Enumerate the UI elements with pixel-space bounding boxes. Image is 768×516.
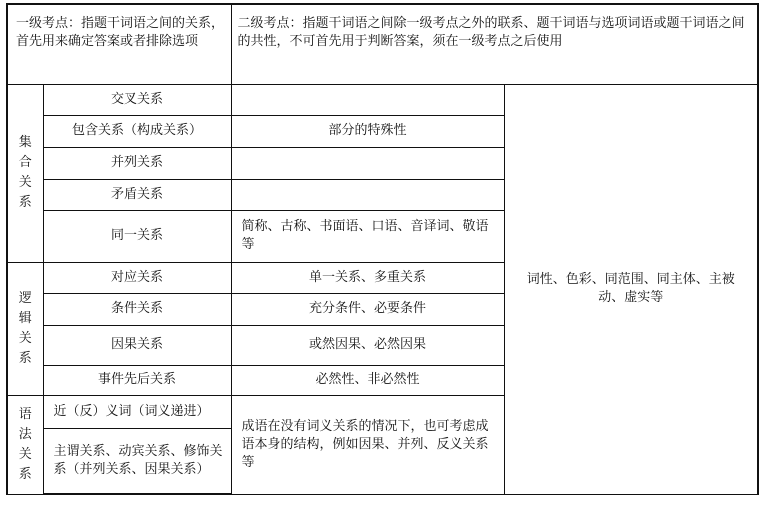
row-structure-name: 主谓关系、动宾关系、修饰关系（并列关系、因果关系） — [43, 428, 231, 494]
row-contradict-name: 矛盾关系 — [43, 179, 231, 210]
level2-header: 二级考点：指题干词语之间除一级考点之外的联系、题干词语与选项词语或题干词语之间的共性，不可首先用于判断答案，须在一级考点之后使用 — [231, 4, 758, 84]
level1-header: 一级考点：指题干词语之间的关系，首先用来确定答案或者排除选项 — [7, 4, 231, 84]
group-logic — [7, 262, 43, 395]
row-parallel-name: 并列关系 — [43, 147, 231, 179]
row-contain-desc: 部分的特殊性 — [231, 115, 504, 147]
table-row — [7, 84, 758, 115]
exam-points-table — [6, 3, 759, 495]
header-row — [7, 4, 758, 84]
row-sequence-desc: 必然性、非必然性 — [231, 365, 504, 395]
row-cross-name: 交叉关系 — [43, 84, 231, 115]
row-grammar-desc: 成语在没有词义关系的情况下，也可考虑成语本身的结构，例如因果、并列、反义关系等 — [231, 395, 504, 494]
level2-points: 词性、色彩、同范围、同主体、主被动、虚实等 — [504, 84, 758, 494]
row-correspond-desc: 单一关系、多重关系 — [231, 262, 504, 293]
row-contradict-desc — [231, 179, 504, 210]
group-logic-label: 逻辑关系 — [18, 290, 32, 366]
row-same-desc: 简称、古称、书面语、口语、音译词、敬语等 — [231, 210, 504, 262]
row-parallel-desc — [231, 147, 504, 179]
row-synonym-name: 近（反）义词（词义递进） — [43, 395, 231, 428]
row-sequence-name: 事件先后关系 — [43, 365, 231, 395]
row-contain-name: 包含关系（构成关系） — [43, 115, 231, 147]
row-condition-desc: 充分条件、必要条件 — [231, 293, 504, 325]
row-condition-name: 条件关系 — [43, 293, 231, 325]
row-same-name: 同一关系 — [43, 210, 231, 262]
row-cross-desc — [231, 84, 504, 115]
group-set — [7, 84, 43, 262]
group-set-label: 集合关系 — [18, 135, 32, 210]
group-grammar-label: 语法关系 — [18, 406, 32, 482]
group-grammar — [7, 395, 43, 494]
row-correspond-name: 对应关系 — [43, 262, 231, 293]
row-cause-desc: 或然因果、必然因果 — [231, 325, 504, 365]
row-cause-name: 因果关系 — [43, 325, 231, 365]
